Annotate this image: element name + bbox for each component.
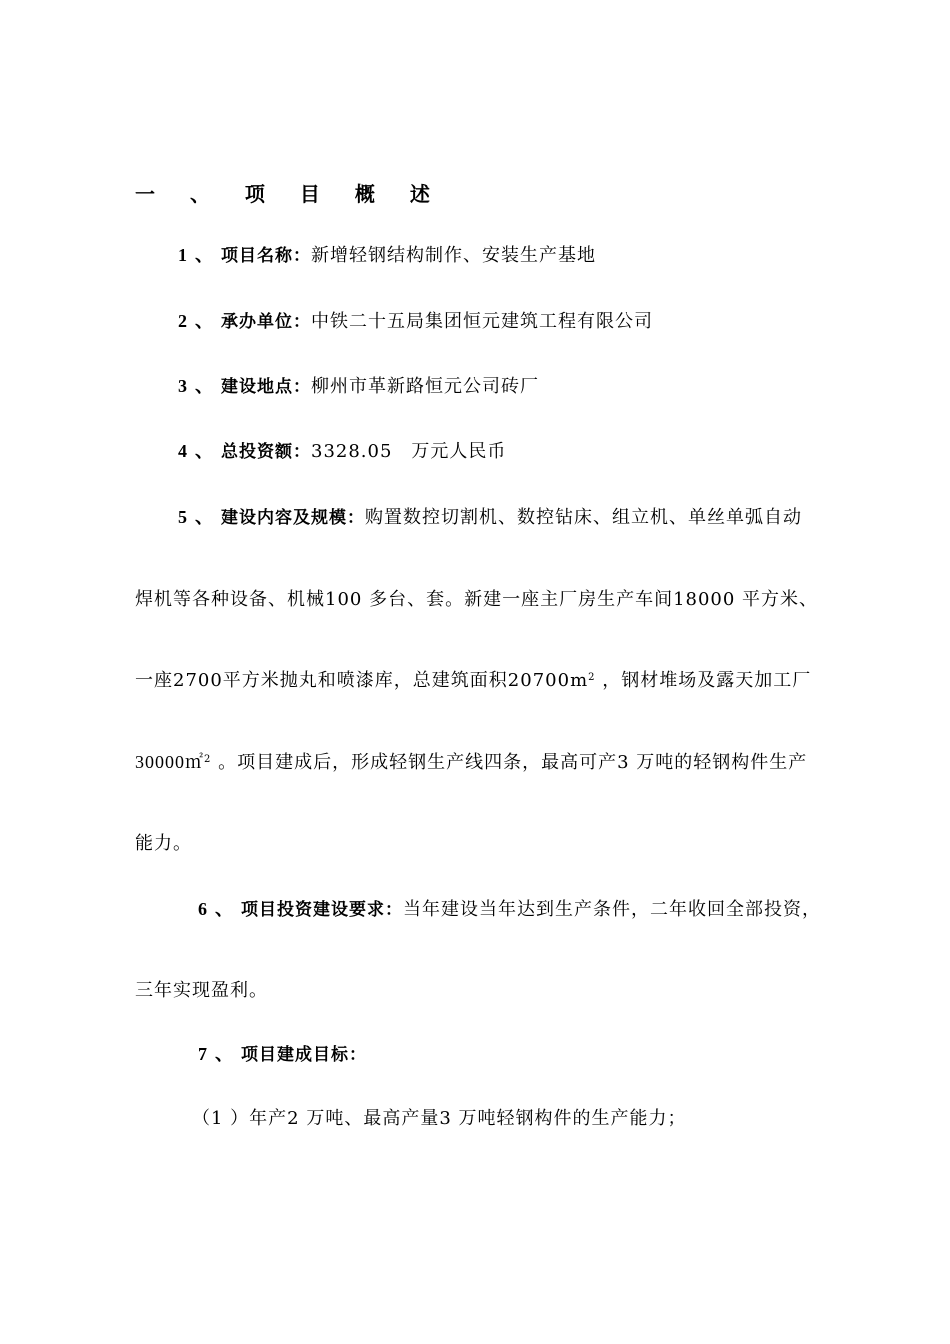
item-number: 3 [178,376,187,396]
item-value: 新增轻钢结构制作、安装生产基地 [311,245,596,266]
scope-line-2: 焊机等各种设备、机械100 多台、套。新建一座主厂房生产车间18000 平方米、 [135,589,819,610]
item-label: 建设内容及规模： [221,508,365,528]
item-number: 4 [178,441,187,461]
item-number: 2 [178,311,187,331]
item-separator: 、 [215,1044,233,1065]
item-separator: 、 [195,245,213,266]
item-investment-requirements [0,897,950,922]
item-number: 7 [198,1044,207,1064]
scope-line-3 [0,669,950,693]
item-value: 中铁二十五局集团恒元建筑工程有限公司 [311,311,653,332]
requirements-line-2: 三年实现盈利。 [135,980,268,1001]
item-label: 项目投资建设要求： [241,900,403,920]
item-number: 6 [198,899,207,919]
scope-line-3-text: 一座2700平方米抛丸和喷漆库，总建筑面积20700m [135,670,589,691]
item-investment [0,439,950,464]
item-number: 1 [178,245,187,265]
item-goals [0,1042,950,1067]
goal-1: （1 ）年产2 万吨、最高产量3 万吨轻钢构件的生产能力； [192,1108,687,1129]
item-label: 承办单位： [221,312,311,332]
superscript: 2 [204,754,212,765]
scope-line-4-area: 30000㎡ [135,752,204,772]
item-separator: 、 [195,376,213,397]
item-scope [0,505,950,530]
item-location [0,374,950,399]
item-value: 3328.05 万元人民币 [311,441,507,462]
scope-line-3-text-end: ，钢材堆场及露天加工厂 [595,670,812,691]
item-separator: 、 [195,441,213,462]
section-heading: 一 、 项 目 概 述 [135,182,444,206]
superscript: 2 [588,672,596,683]
item-label: 项目建成目标： [241,1045,367,1065]
item-number: 5 [178,507,187,527]
scope-line-4-text: 。项目建成后，形成轻钢生产线四条，最高可产3 万吨的轻钢构件生产 [211,752,808,773]
item-value: 购置数控切割机、数控钻床、组立机、单丝单弧自动 [365,507,802,528]
item-label: 项目名称： [221,246,311,266]
item-organizer [0,309,950,334]
item-value: 柳州市革新路恒元公司砖厂 [311,376,539,397]
item-separator: 、 [195,507,213,528]
item-separator: 、 [195,311,213,332]
scope-line-5: 能力。 [135,833,192,854]
item-separator: 、 [215,899,233,920]
item-label: 总投资额： [221,442,311,462]
item-value: 当年建设当年达到生产条件，二年收回全部投资， [403,899,821,920]
item-project-name [0,243,950,268]
item-label: 建设地点： [221,377,311,397]
scope-line-4 [0,750,950,775]
